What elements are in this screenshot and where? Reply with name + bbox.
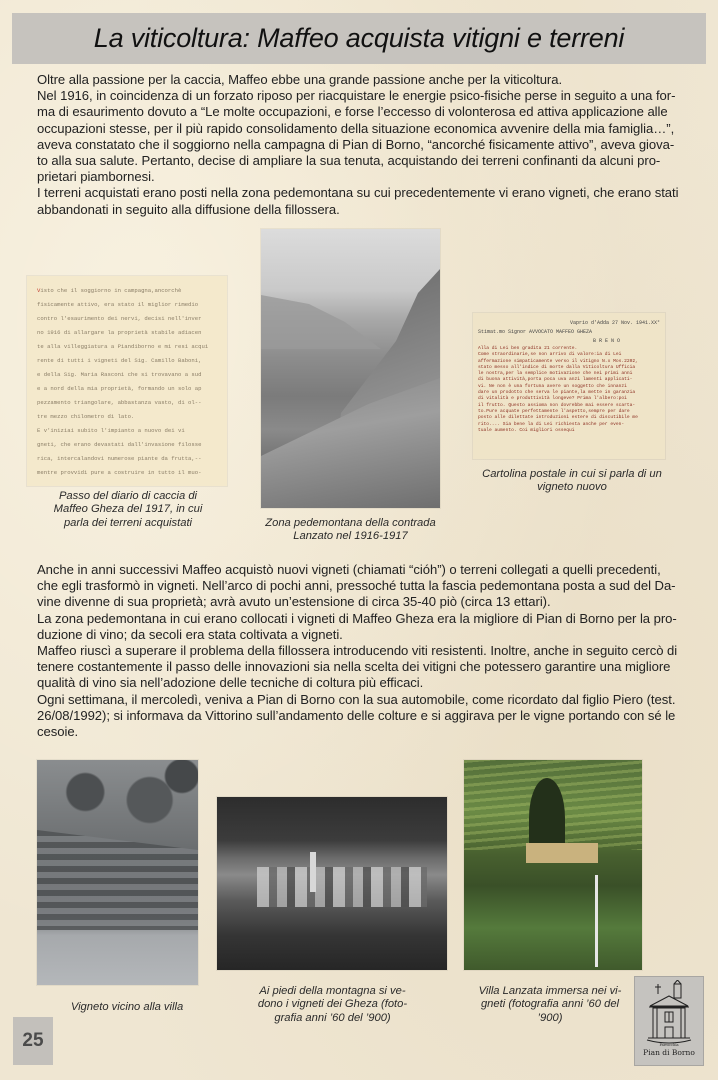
text-line: Ogni settimana, il mercoledì, veniva a Pian di Borno con la sua automobile, come ricordato dal figlio Piero (test. [37, 691, 676, 707]
postcard-addressee: Stimat.mo Signor AVVOCATO MAFFEO GHEZA [478, 329, 593, 335]
caption-line: dono i vigneti dei Gheza (foto- [257, 998, 408, 1011]
postcard-line: Alla di Lei ben gradita 21 corrente. [478, 346, 578, 351]
diary-line: rente di tutti i vigneti del Sig. Camillo Baboni, [37, 357, 202, 364]
valley-caption: Zona pedemontana della contrada Lanzato nel 1916-1917 [265, 517, 436, 543]
diary-line: tre mezzo chilometro di lato. [37, 413, 135, 420]
text-line: prietari piambornesi. [37, 169, 155, 185]
postcard-line: to.Pure acquate perfettamente l'aspetto,sempre per dare [478, 408, 630, 414]
photo-houses [257, 867, 427, 907]
caption-line: grafia anni ’60 del ’900) [274, 1011, 391, 1024]
diary-line: e della Sig. Maria Rasconi che si trovavano a sud [37, 371, 202, 378]
text-line: cesoie. [37, 724, 79, 740]
photo-foliage [37, 760, 198, 840]
postcard-line: vi. Ne non è una fortuna avere un soggetto che innanzi [478, 383, 627, 389]
text-line: vine divenne di sua proprietà; avrà avuto un’estensione di circa 35-40 piò (circa 13 ettari). [37, 594, 551, 610]
photo-bell-tower [310, 852, 316, 892]
villa-caption [470, 985, 630, 1025]
postcard-line: dare un prodotto che serva le piante,la mette in garanzia [478, 390, 636, 396]
vineyard-caption: Vigneto vicino alla villa [70, 1001, 184, 1013]
text-line: to alla sua salute. Pertanto, decise di ampliare la sua tenuta, acquistando dei terreni confinanti da alcuni pro- [37, 153, 661, 169]
postcard-line: stato messo all'indice di morte dalla Viticoltura Ufficia [478, 364, 636, 370]
intro-text [37, 72, 685, 218]
body-text [37, 562, 685, 740]
text-line: Nel 1916, in coincidenza di un forzato riposo per riacquistare le energie psico-fisiche perse in seguito a una for- [37, 88, 676, 104]
postcard-place-date: Vaprio d'Adda 27 Nov. 1941.XX° [569, 320, 660, 326]
diary-line: e a nord della mia proprietà, formando un solo ap [37, 385, 202, 392]
text-line: La zona pedemontana in cui erano collocati i vigneti di Maffeo Gheza era la migliore di Pian di Borno per la pro- [37, 610, 677, 626]
caption-line: gneti (fotografia anni ’60 del [480, 998, 620, 1011]
text-line: I terreni acquistati erano posti nella zona pedemontana su cui precedentemente vi erano vigneti, che erano stati [37, 185, 679, 201]
village-caption [250, 985, 415, 1025]
text-line: qualità di vino sia nell’adozione delle tecniche di coltura più efficaci. [37, 675, 424, 691]
postcard-city: B R E N O [592, 338, 620, 344]
diary-line: pezzamento triangolare, abbastanza vasto, di ol-- [37, 399, 202, 406]
village-photo [217, 797, 447, 970]
diary-line: Visto che il soggiorno in campagna,ancorchè [37, 287, 182, 294]
postcard-line: di buona attività,porta poca uva anzi lamenti applicati- [478, 377, 633, 383]
title-bar [12, 13, 706, 64]
text-line: Oltre alla passione per la caccia, Maffeo ebbe una grande passione anche per la viticoltura. [37, 72, 563, 87]
diary-line: no 1916 di allargare la proprietà stabile adiacen [37, 329, 202, 336]
postcard-line: tuale aumento. Coi migliori ossequi [478, 427, 575, 433]
diary-line: mentre provvidi pure a costruire in tutto il muo- [37, 469, 202, 476]
logo-small-text: Parrocchia [659, 1043, 679, 1047]
text-line: duzione di vino; da secoli era stata coltivata a vigneti. [37, 626, 343, 642]
diary-line: E v'iniziai subito l'impianto a nuovo dei vi [37, 427, 185, 434]
diary-caption: Passo del diario di caccia di Maffeo Gheza del 1917, in cui parla dei terreni acquistati [53, 490, 203, 529]
text-line: tenere costantemente il passo delle innovazioni sia nella scelta dei vitigni che potessero garantire una migliore [37, 659, 671, 675]
text-line: ma di esaurimento dovuto a “Le molte occupazioni, e forse l’eccesso di volonterosa ed attiva applicazione alle [37, 104, 668, 120]
photo-pole [595, 875, 598, 967]
diary-line: gneti, che erano devastati dall'invasione filosse [37, 441, 202, 448]
caption-line: ’900) [537, 1011, 563, 1024]
caption-line: Ai piedi della montagna si ve- [259, 985, 406, 997]
photo-villa-building [526, 843, 598, 863]
villa-photo [464, 760, 642, 970]
postcard-line: affermazione simpaticamente verso il vitigno N.x Mos.2202, [478, 358, 638, 364]
postcard-line: il frutto. Questo assioma non dovrebbe mai essere scarta- [478, 402, 636, 408]
diary-line: te alla villeggiatura a Piandiborno e mi resi acqui [37, 343, 209, 350]
text-line: aveva constatato che il soggiorno nella campagna di Pian di Borno, “ancorché fisicamente attivo”, aveva giova- [37, 136, 675, 152]
parish-logo [634, 976, 704, 1066]
photo-terraces [37, 830, 198, 930]
postcard-line: Come straordinarie,se non arrivo di valore:ia di Lei [478, 352, 622, 358]
diary-line: rica, intercalandovi numerose piante da frutta,-- [37, 455, 202, 462]
caption-line: Villa Lanzata immersa nei vi- [478, 985, 622, 997]
diary-line-text: isto che il soggiorno in campagna,ancorchè [40, 287, 182, 294]
postcard-caption: Cartolina postale in cui si parla di un vigneto nuovo [482, 468, 662, 494]
postcard-line: di vitalità e produttività longeve? Prima l'albero:poi [478, 396, 627, 402]
postcard-line: rito.... Sia bene la di Lei richiesta anche per even- [478, 421, 625, 427]
photo-mountain-left [261, 289, 381, 349]
diary-line: contro l'esaurimento dei nervi, decisi nell'inver [37, 315, 202, 322]
logo-text: Pian di Borno [643, 1048, 695, 1057]
postcard-line: le nostra,per la semplice motivazione che nei primi anni [478, 371, 633, 377]
vineyard-photo [37, 760, 198, 985]
text-line: 26/08/1992); si informava da Vittorino sull’andamento delle colture e si aggirava per le vigne portando con sé le [37, 707, 676, 723]
diary-line: fisicamente attivo, era stato il miglior rimedio [37, 301, 199, 308]
diary-page-image [27, 276, 227, 486]
text-line: Anche in anni successivi Maffeo acquistò nuovi vigneti (chiamati “cióh”) o terreni collegati a quelli precedenti, [37, 562, 661, 577]
text-line: Maffeo riuscì a superare il problema della fillossera introducendo viti resistenti. Inoltre, anche in seguito cercò di [37, 643, 678, 659]
text-line: che egli trasformò in vigneti. Nell’arco di pochi anni, pressoché tutta la fascia pedemontana posta a sud del Da- [37, 578, 676, 594]
page-title: La viticoltura: Maffeo acquista vitigni e terreni [93, 23, 625, 53]
photo-slope [261, 378, 440, 508]
church-icon [644, 980, 694, 1048]
postcard-image [473, 313, 665, 459]
text-line: abbandonati in seguito alla diffusione della fillossera. [37, 201, 340, 217]
valley-photo [261, 229, 440, 508]
page-number: 25 [13, 1017, 53, 1065]
postcard-line: posto alle dilettate introduzioni estere di discutibile me [478, 415, 638, 421]
text-line: occupazioni stesse, per il più rapido consolidamento della situazione economica avvenire della mia famiglia…”, [37, 120, 675, 136]
